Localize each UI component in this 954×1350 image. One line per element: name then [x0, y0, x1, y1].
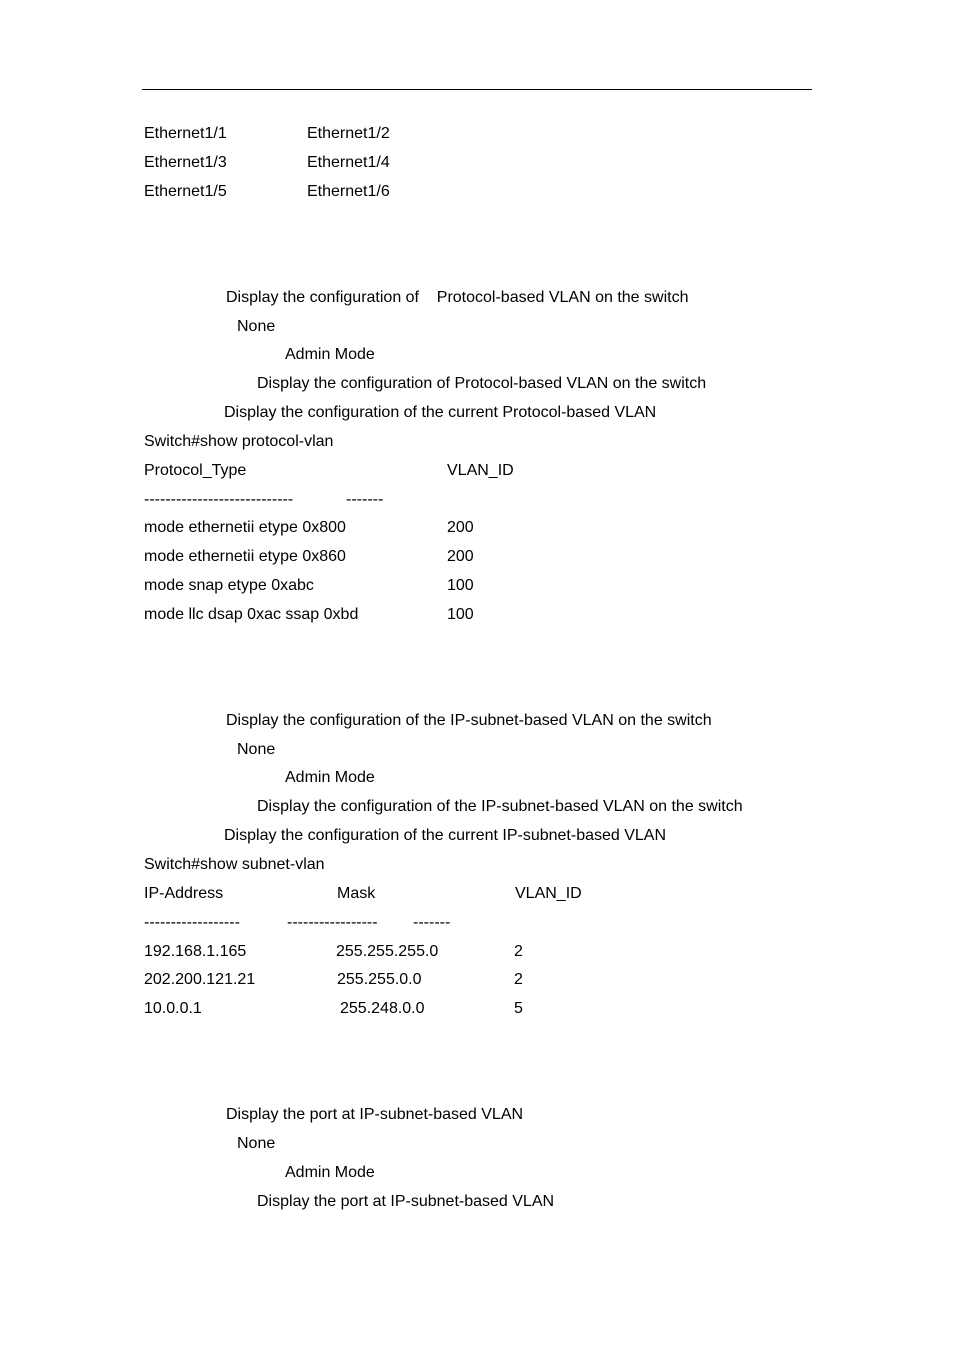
header-rule [142, 89, 812, 90]
interface-item: Ethernet1/5 [144, 183, 227, 200]
protocol-header-type: Protocol_Type [144, 462, 247, 479]
interface-item: Ethernet1/2 [307, 125, 390, 142]
subnet-dashes: ----------------- [287, 914, 378, 931]
protocol-function: Display the configuration of Protocol-based VLAN on the switch [226, 289, 689, 306]
subnet-function: Display the configuration of the IP-subnet-based VLAN on the switch [226, 712, 712, 729]
subnet-parameter: None [237, 741, 276, 758]
subnet-row-ip: 10.0.0.1 [144, 1000, 202, 1017]
protocol-dashes: ------- [346, 491, 384, 508]
protocol-example: Display the configuration of the current Protocol-based VLAN [224, 404, 657, 421]
port-mode: Admin Mode [285, 1164, 375, 1181]
interface-item: Ethernet1/6 [307, 183, 390, 200]
protocol-row-vlan: 200 [447, 548, 474, 565]
subnet-row-vlan: 5 [514, 1000, 523, 1017]
protocol-row-vlan: 200 [447, 519, 474, 536]
subnet-row-mask: 255.255.255.0 [336, 943, 439, 960]
subnet-dashes: ------------------ [144, 914, 240, 931]
subnet-command: Switch#show subnet-vlan [144, 856, 325, 873]
protocol-row-type: mode ethernetii etype 0x860 [144, 548, 346, 565]
protocol-row-vlan: 100 [447, 577, 474, 594]
protocol-parameter: None [237, 318, 276, 335]
protocol-row-vlan: 100 [447, 606, 474, 623]
protocol-header-vlan: VLAN_ID [447, 462, 514, 479]
port-function: Display the port at IP-subnet-based VLAN [226, 1106, 524, 1123]
subnet-header-vlan: VLAN_ID [515, 885, 582, 902]
subnet-row-vlan: 2 [514, 943, 523, 960]
protocol-dashes: ---------------------------- [144, 491, 294, 508]
protocol-row-type: mode snap etype 0xabc [144, 577, 314, 594]
protocol-row-type: mode llc dsap 0xac ssap 0xbd [144, 606, 359, 623]
protocol-usage: Display the configuration of Protocol-based VLAN on the switch [257, 375, 707, 392]
subnet-row-ip: 202.200.121.21 [144, 971, 256, 988]
subnet-row-mask: 255.255.0.0 [337, 971, 422, 988]
subnet-row-ip: 192.168.1.165 [144, 943, 247, 960]
protocol-mode: Admin Mode [285, 346, 375, 363]
subnet-example: Display the configuration of the current IP-subnet-based VLAN [224, 827, 667, 844]
interface-item: Ethernet1/4 [307, 154, 390, 171]
subnet-usage: Display the configuration of the IP-subnet-based VLAN on the switch [257, 798, 743, 815]
subnet-header-mask: Mask [337, 885, 376, 902]
protocol-row-type: mode ethernetii etype 0x800 [144, 519, 346, 536]
subnet-row-mask: 255.248.0.0 [340, 1000, 425, 1017]
subnet-mode: Admin Mode [285, 769, 375, 786]
port-parameter: None [237, 1135, 276, 1152]
subnet-dashes: ------- [413, 914, 451, 931]
interface-item: Ethernet1/3 [144, 154, 227, 171]
subnet-row-vlan: 2 [514, 971, 523, 988]
protocol-command: Switch#show protocol-vlan [144, 433, 334, 450]
interface-item: Ethernet1/1 [144, 125, 227, 142]
subnet-header-ip: IP-Address [144, 885, 224, 902]
port-usage: Display the port at IP-subnet-based VLAN [257, 1193, 555, 1210]
